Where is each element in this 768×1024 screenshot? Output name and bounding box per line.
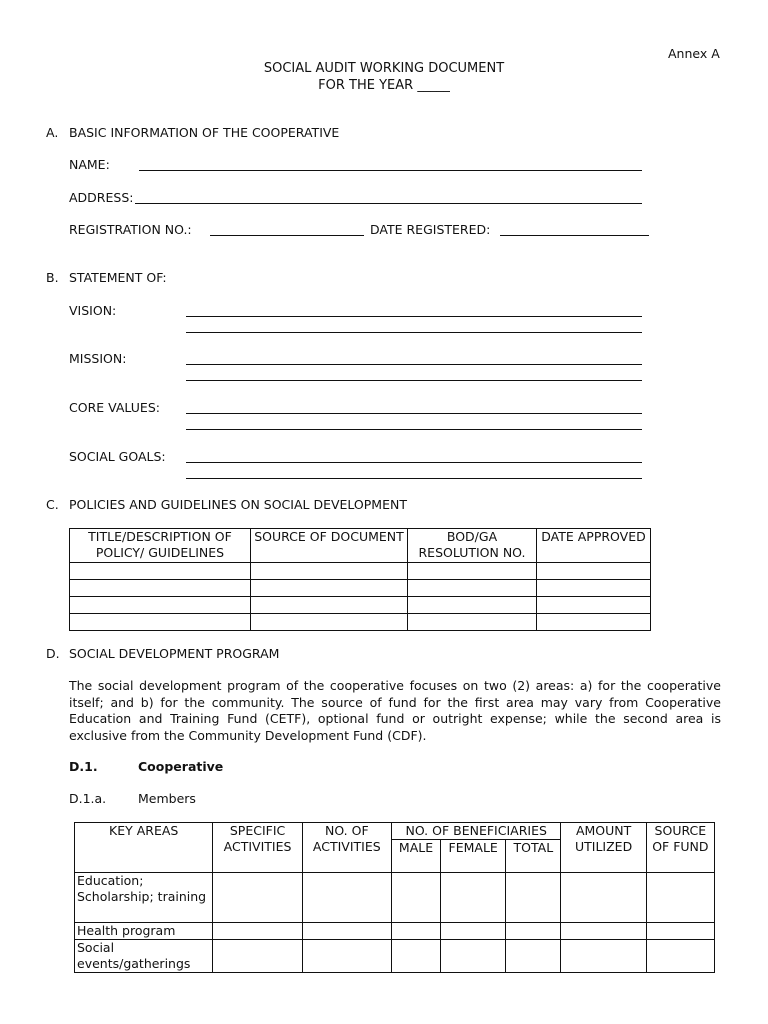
d1a-title: Members (138, 791, 196, 806)
date-approved-header: DATE APPROVED (537, 529, 651, 563)
date-registered-field[interactable] (500, 235, 649, 236)
vision-label: VISION: (69, 303, 117, 318)
members-table-header-row-1 (75, 823, 715, 840)
no-of-activities-header: NO. OF ACTIVITIES (302, 823, 391, 873)
section-d-heading: SOCIAL DEVELOPMENT PROGRAM (69, 646, 280, 661)
policy-title-header: TITLE/DESCRIPTION OF POLICY/ GUIDELINES (70, 529, 251, 563)
no-of-beneficiaries-header: NO. OF BENEFICIARIES (391, 823, 561, 840)
table-row (70, 614, 651, 631)
registration-label: REGISTRATION NO.: (69, 222, 192, 237)
male-header: MALE (391, 840, 440, 873)
mission-label: MISSION: (69, 351, 127, 366)
table-cell[interactable] (537, 597, 651, 614)
specific-activities-header: SPECIFIC ACTIVITIES (213, 823, 302, 873)
table-cell[interactable] (441, 923, 506, 940)
mission-field-line-1[interactable] (186, 364, 642, 365)
table-cell[interactable] (441, 940, 506, 973)
key-area-social-events: Social events/gatherings (75, 940, 213, 973)
table-cell[interactable] (646, 873, 714, 923)
table-row (75, 940, 715, 973)
table-cell[interactable] (537, 614, 651, 631)
table-cell[interactable] (646, 923, 714, 940)
section-c-letter: C. (46, 497, 59, 512)
key-areas-header: KEY AREAS (75, 823, 213, 873)
key-area-education: Education; Scholarship; training (75, 873, 213, 923)
table-cell[interactable] (506, 873, 561, 923)
amount-utilized-header: AMOUNT UTILIZED (561, 823, 646, 873)
table-cell[interactable] (561, 873, 646, 923)
vision-field-line-2[interactable] (186, 332, 642, 333)
table-cell[interactable] (251, 597, 408, 614)
policies-table (69, 528, 651, 631)
table-cell[interactable] (251, 580, 408, 597)
date-registered-label: DATE REGISTERED: (370, 222, 491, 237)
table-cell[interactable] (213, 923, 302, 940)
table-cell[interactable] (70, 563, 251, 580)
female-header: FEMALE (441, 840, 506, 873)
policies-table-header (70, 529, 651, 563)
social-goals-label: SOCIAL GOALS: (69, 449, 166, 464)
table-row (70, 597, 651, 614)
table-cell[interactable] (537, 563, 651, 580)
table-cell[interactable] (213, 873, 302, 923)
table-cell[interactable] (561, 923, 646, 940)
table-row (75, 873, 715, 923)
social-goals-field-line-2[interactable] (186, 478, 642, 479)
total-header: TOTAL (506, 840, 561, 873)
vision-field-line-1[interactable] (186, 316, 642, 317)
table-cell[interactable] (302, 873, 391, 923)
table-cell[interactable] (391, 940, 440, 973)
annex-label: Annex A (668, 46, 720, 61)
core-values-field-line-2[interactable] (186, 429, 642, 430)
key-area-health: Health program (75, 923, 213, 940)
table-cell[interactable] (561, 940, 646, 973)
name-label: NAME: (69, 157, 110, 172)
name-field[interactable] (139, 170, 642, 171)
table-cell[interactable] (537, 580, 651, 597)
table-cell[interactable] (251, 614, 408, 631)
table-cell[interactable] (506, 923, 561, 940)
table-cell[interactable] (70, 597, 251, 614)
table-cell[interactable] (646, 940, 714, 973)
source-of-document-header: SOURCE OF DOCUMENT (251, 529, 408, 563)
table-cell[interactable] (302, 940, 391, 973)
section-a-letter: A. (46, 125, 59, 140)
mission-field-line-2[interactable] (186, 380, 642, 381)
registration-field[interactable] (210, 235, 364, 236)
section-a-heading: BASIC INFORMATION OF THE COOPERATIVE (69, 125, 340, 140)
table-cell[interactable] (408, 614, 537, 631)
table-cell[interactable] (506, 940, 561, 973)
table-cell[interactable] (391, 923, 440, 940)
table-cell[interactable] (441, 873, 506, 923)
section-c-heading: POLICIES AND GUIDELINES ON SOCIAL DEVELOPMENT (69, 497, 407, 512)
section-d-paragraph: The social development program of the cooperative focuses on two (2) areas: a) for the cooperative itself; and b) for the community. The source of fund for the first area may vary from Cooperative Education and Training Fund (CETF), optional fund or outright expense; while the second area is exclusive from the Community Development Fund (CDF). (69, 678, 721, 743)
d1-number: D.1. (69, 759, 98, 774)
table-cell[interactable] (70, 580, 251, 597)
table-cell[interactable] (302, 923, 391, 940)
members-table (74, 822, 715, 973)
core-values-field-line-1[interactable] (186, 413, 642, 414)
section-b-letter: B. (46, 270, 59, 285)
core-values-label: CORE VALUES: (69, 400, 160, 415)
section-b-heading: STATEMENT OF: (69, 270, 167, 285)
table-cell[interactable] (408, 563, 537, 580)
table-cell[interactable] (70, 614, 251, 631)
document-title: SOCIAL AUDIT WORKING DOCUMENT (263, 61, 505, 76)
address-field[interactable] (135, 203, 642, 204)
section-d-letter: D. (46, 646, 60, 661)
d1-title: Cooperative (138, 759, 224, 774)
table-cell[interactable] (408, 580, 537, 597)
address-label: ADDRESS: (69, 190, 134, 205)
social-goals-field-line-1[interactable] (186, 462, 642, 463)
document-subtitle: FOR THE YEAR _____ (318, 78, 450, 93)
table-cell[interactable] (408, 597, 537, 614)
table-cell[interactable] (391, 873, 440, 923)
table-cell[interactable] (213, 940, 302, 973)
table-row (70, 563, 651, 580)
source-of-fund-header: SOURCE OF FUND (646, 823, 714, 873)
resolution-no-header: BOD/GA RESOLUTION NO. (408, 529, 537, 563)
table-cell[interactable] (251, 563, 408, 580)
table-row (75, 923, 715, 940)
d1a-number: D.1.a. (69, 791, 107, 806)
table-row (70, 580, 651, 597)
